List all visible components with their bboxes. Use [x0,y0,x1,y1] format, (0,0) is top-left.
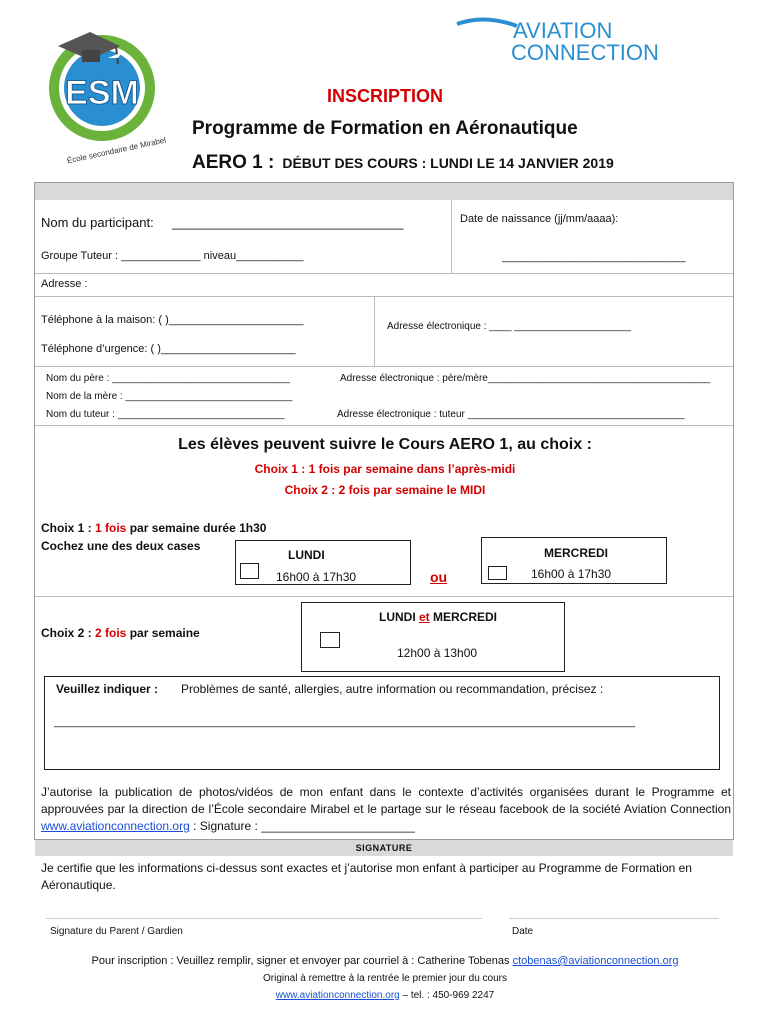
birth-date-field[interactable]: ______________________________ [502,251,686,263]
footer-instructions: Pour inscription : Veuillez remplir, signer et envoyer par courriel à : Catherine Tobenas ctobenas@aviationconnection.org [91,955,679,967]
lundi-label: LUNDI [288,548,325,562]
choice1-title: Choix 1 : 1 fois par semaine durée 1h30 [41,521,267,535]
parent-signature-line [46,918,482,919]
parent-email-field[interactable]: Adresse électronique : père/mère________________________________________ [340,373,711,384]
choices-heading: Les élèves peuvent suivre le Cours AERO 1, au choix : [178,436,592,453]
footer-contact: www.aviationconnection.org – tel. : 450-969 2247 [275,990,495,1001]
divider [35,296,733,297]
lundi-time: 16h00 à 17h30 [276,570,357,584]
esm-logo-text: ESM [65,74,139,112]
father-name-field[interactable]: Nom du père : ________________________________ [46,373,291,384]
authorization-signature-field[interactable]: : Signature : _______________________ [189,819,415,833]
tutor-email-field[interactable]: Adresse électronique : tuteur _______________________________________ [337,409,685,420]
page-title: INSCRIPTION [326,86,443,106]
footer-site-link[interactable]: www.aviationconnection.org [275,990,400,1001]
mother-name-field[interactable]: Nom de la mère : ______________________________ [46,391,293,402]
contact-email-link[interactable]: ctobenas@aviationconnection.org [512,955,679,967]
certification-text: Je certifie que les informations ci-dessus sont exactes et j’autorise mon enfant à participer au Programme de Formation en Aéronautique. [41,861,692,892]
form-top-bar [35,183,733,200]
divider [35,425,733,426]
mercredi-label: MERCREDI [544,546,609,560]
groupe-tuteur-field[interactable]: Groupe Tuteur : _____________ niveau___________ [41,250,304,262]
course-start: DÉBUT DES COURS : LUNDI LE 14 JANVIER 2019 [282,155,614,171]
tutor-name-field[interactable]: Nom du tuteur : ______________________________ [46,409,285,420]
divider [35,596,733,597]
aviation-logo-line2: CONNECTION [511,40,659,64]
health-label: Veuillez indiquer : [56,682,159,696]
or-separator: ou [430,569,448,585]
date-field[interactable]: Date [512,926,534,937]
lundi-mercredi-label: LUNDI et MERCREDI [379,610,498,624]
footer-original-note: Original à remettre à la rentrée le premier jour du cours [263,973,507,984]
course-line [192,152,614,174]
photo-authorization: J’autorise la publication de photos/vidéos de mon enfant dans le contexte d’activités organisées durant le Programme et approuvées par la direction de l’École secondaire Mirabel et le partage sur le réseau facebook de la société Aviation Connection www.aviationconnection.org : Signature : _______________________ [41,785,731,833]
mercredi-time: 16h00 à 17h30 [531,567,612,581]
esm-caption: École secondaire de Mirabel [66,135,167,166]
adresse-field[interactable]: Adresse : [41,278,88,290]
birth-date-label: Date de naissance (jj/mm/aaaa): [460,213,619,225]
esm-logo [38,18,166,146]
participant-name-field[interactable]: ________________________________ [172,215,404,230]
lundi-checkbox[interactable] [240,563,259,579]
participant-name-label: Nom du participant: [41,215,154,230]
divider [451,200,452,273]
divider [35,273,733,274]
lundi-mercredi-time: 12h00 à 13h00 [397,646,478,660]
health-instruction: Problèmes de santé, allergies, autre information ou recommandation, précisez : [181,682,604,696]
email-field[interactable]: Adresse électronique : ____ _____________________ [387,321,632,332]
aviation-logo-line1: AVIATION [513,18,613,43]
choice2-description: Choix 2 : 2 fois par semaine le MIDI [284,483,486,497]
divider [374,296,375,366]
page-subtitle: Programme de Formation en Aéronautique [192,118,578,139]
aviation-connection-logo [455,16,687,64]
choice1-description: Choix 1 : 1 fois par semaine dans l’après-midi [254,462,516,476]
signature-bar: SIGNATURE [35,840,733,856]
choice2-title: Choix 2 : 2 fois par semaine [41,626,200,640]
health-field[interactable]: _______________________________________________________________________________________________ [54,716,636,728]
aviation-link[interactable]: www.aviationconnection.org [41,819,190,833]
course-name: AERO 1 : [192,152,275,173]
parent-signature-field[interactable]: Signature du Parent / Gardien [50,926,183,937]
choice1-instruction: Cochez une des deux cases [41,539,201,553]
phone-home-field[interactable]: Téléphone à la maison: ( )______________________ [41,314,304,326]
date-signature-line [509,918,719,919]
divider [35,366,733,367]
phone-emergency-field[interactable]: Téléphone d’urgence: ( )______________________ [41,343,296,355]
mercredi-checkbox[interactable] [488,566,507,580]
lundi-mercredi-checkbox[interactable] [320,632,340,648]
